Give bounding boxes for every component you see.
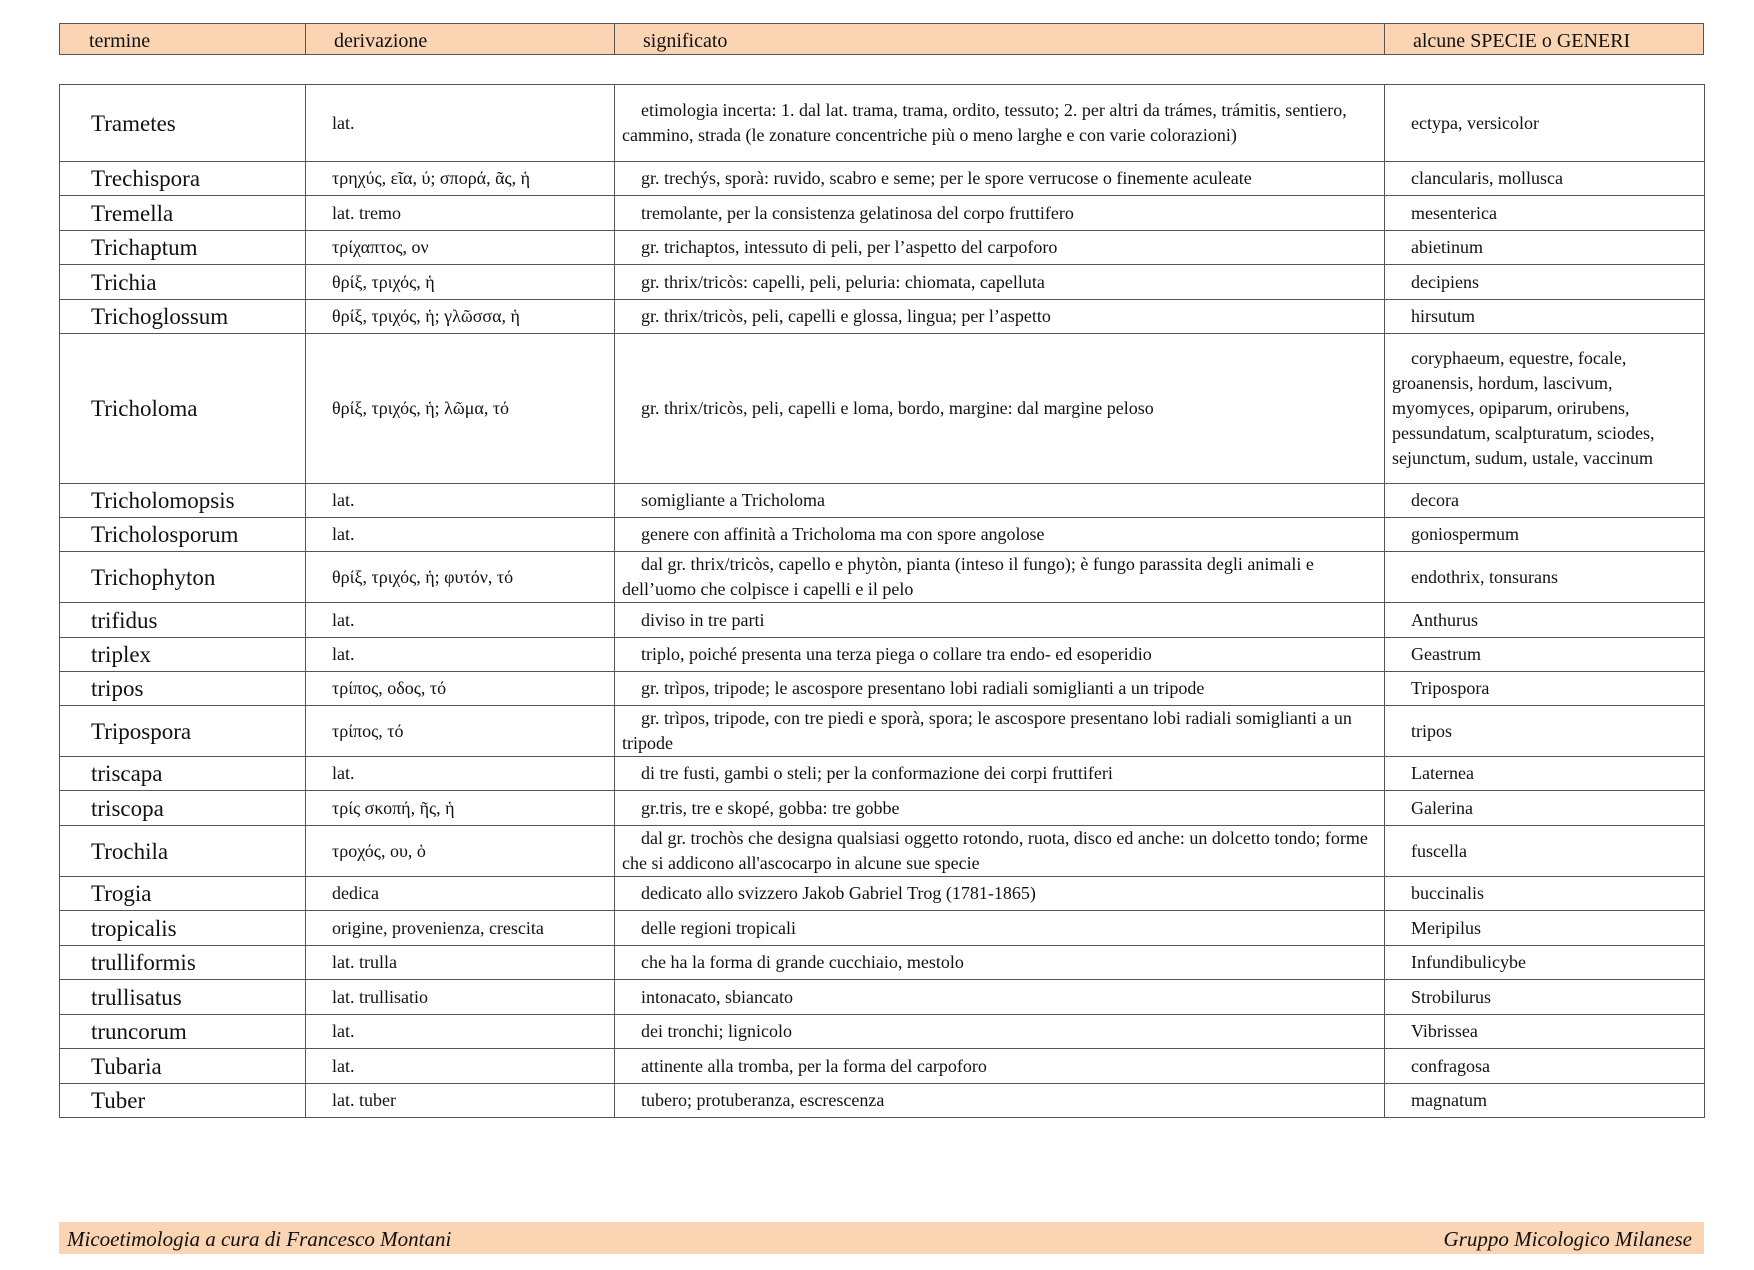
term-cell: Trametes: [60, 85, 306, 162]
derivation-cell: lat.: [306, 1015, 615, 1049]
table-row: [60, 1015, 1705, 1049]
species-cell: [1385, 826, 1705, 877]
meaning-cell: [615, 980, 1385, 1015]
species-cell: [1385, 757, 1705, 791]
term-cell: Tubaria: [60, 1049, 306, 1084]
meaning-cell-text: gr. trìpos, tripode, con tre piedi e sporà, spora; le ascospore presentano lobi radiali somiglianti a un tripode: [622, 708, 1352, 753]
term-cell: Trichoglossum: [60, 300, 306, 334]
meaning-cell: [615, 877, 1385, 911]
meaning-cell: [615, 1049, 1385, 1084]
derivation-cell: τροχός, ου, ὁ: [306, 826, 615, 877]
table-row: [60, 826, 1705, 877]
term-cell: truncorum: [60, 1015, 306, 1049]
meaning-cell-text: gr. thrix/tricòs, peli, capelli e glossa, lingua; per l’aspetto: [641, 306, 1051, 326]
meaning-cell-text: dedicato allo svizzero Jakob Gabriel Trog (1781-1865): [641, 883, 1036, 903]
table-row: [60, 946, 1705, 980]
meaning-cell-text: etimologia incerta: 1. dal lat. trama, trama, ordito, tessuto; 2. per altri da trámes, trámitis, sentiero, cammino, strada (le zonature concentriche più o meno larghe e con varie colorazioni): [622, 100, 1347, 145]
term-cell: Trichia: [60, 265, 306, 300]
term-cell: trifidus: [60, 603, 306, 638]
footer-author: Micoetimologia a cura di Francesco Montani: [67, 1227, 452, 1251]
meaning-cell: [615, 826, 1385, 877]
meaning-cell: [615, 603, 1385, 638]
meaning-cell-text: gr. trichaptos, intessuto di peli, per l’aspetto del carpoforo: [641, 237, 1058, 257]
meaning-cell-text: intonacato, sbiancato: [641, 986, 793, 1007]
table-row: [60, 85, 1705, 162]
meaning-cell-text: dei tronchi; lignicolo: [641, 1021, 792, 1041]
derivation-cell: lat. trulla: [306, 946, 615, 980]
species-cell: [1385, 603, 1705, 638]
meaning-cell-text: delle regioni tropicali: [641, 917, 796, 938]
species-cell: [1385, 980, 1705, 1015]
species-cell-text: abietinum: [1411, 237, 1483, 257]
species-cell: [1385, 552, 1705, 603]
species-cell: [1385, 231, 1705, 265]
species-cell: [1385, 334, 1705, 484]
species-cell-text: decipiens: [1411, 271, 1479, 292]
term-cell: tropicalis: [60, 911, 306, 946]
table-row: [60, 265, 1705, 300]
meaning-cell: [615, 911, 1385, 946]
term-cell: trullisatus: [60, 980, 306, 1015]
etymology-table: [59, 84, 1705, 1118]
term-cell: trulliformis: [60, 946, 306, 980]
derivation-cell: lat.: [306, 518, 615, 552]
species-cell: [1385, 1049, 1705, 1084]
table-row: [60, 911, 1705, 946]
table-row: [60, 484, 1705, 518]
meaning-cell-text: diviso in tre parti: [641, 609, 765, 630]
table-row: [60, 334, 1705, 484]
derivation-cell: dedica: [306, 877, 615, 911]
table-row: [60, 1049, 1705, 1084]
species-cell: [1385, 484, 1705, 518]
derivation-cell: τρίπος, οδος, τό: [306, 672, 615, 706]
derivation-cell: lat. tremo: [306, 196, 615, 231]
meaning-cell-text: tubero; protuberanza, escrescenza: [641, 1090, 885, 1110]
meaning-cell-text: che ha la forma di grande cucchiaio, mestolo: [641, 952, 964, 972]
table-row: [60, 603, 1705, 638]
term-cell: tripos: [60, 672, 306, 706]
meaning-cell: [615, 638, 1385, 672]
species-cell-text: hirsutum: [1411, 306, 1476, 326]
meaning-cell-text: genere con affinità a Tricholoma ma con spore angolose: [641, 524, 1045, 544]
footer-organization: Gruppo Micologico Milanese: [1443, 1227, 1692, 1251]
term-cell: Trogia: [60, 877, 306, 911]
term-cell: Tripospora: [60, 706, 306, 757]
species-cell-text: fuscella: [1411, 840, 1467, 861]
species-cell-text: Strobilurus: [1411, 986, 1492, 1007]
table-row: [60, 300, 1705, 334]
species-cell: [1385, 706, 1705, 757]
header-species: alcune SPECIE o GENERI: [1413, 30, 1631, 52]
table-row: [60, 231, 1705, 265]
derivation-cell: τρίς σκοπή, ῆς, ἡ: [306, 791, 615, 826]
table-row: [60, 162, 1705, 196]
meaning-cell: [615, 484, 1385, 518]
species-cell: [1385, 300, 1705, 334]
derivation-cell: τρίχαπτος, ον: [306, 231, 615, 265]
table-row: [60, 877, 1705, 911]
species-cell-text: buccinalis: [1411, 883, 1484, 903]
meaning-cell-text: triplo, poiché presenta una terza piega o collare tra endo- ed esoperidio: [641, 644, 1152, 664]
meaning-cell-text: gr.tris, tre e skopé, gobba: tre gobbe: [641, 797, 900, 818]
species-cell-text: Infundibulicybe: [1411, 952, 1526, 972]
meaning-cell: [615, 1084, 1385, 1118]
table-row: [60, 196, 1705, 231]
species-cell-text: goniospermum: [1411, 524, 1519, 544]
derivation-cell: lat.: [306, 757, 615, 791]
species-cell: [1385, 162, 1705, 196]
species-cell: [1385, 1015, 1705, 1049]
meaning-cell-text: di tre fusti, gambi o steli; per la conformazione dei corpi fruttiferi: [641, 763, 1113, 783]
species-cell-text: Tripospora: [1411, 678, 1490, 698]
derivation-cell: lat.: [306, 638, 615, 672]
derivation-cell: θρίξ, τριχός, ἡ; λῶμα, τό: [306, 334, 615, 484]
table-row: [60, 518, 1705, 552]
table-row: [60, 638, 1705, 672]
species-cell-text: Geastrum: [1411, 644, 1481, 664]
derivation-cell: lat.: [306, 85, 615, 162]
table-row: [60, 552, 1705, 603]
species-cell-text: Meripilus: [1411, 917, 1481, 938]
species-cell: [1385, 85, 1705, 162]
table-row: [60, 757, 1705, 791]
species-cell: [1385, 911, 1705, 946]
species-cell-text: ectypa, versicolor: [1411, 112, 1539, 133]
term-cell: Trechispora: [60, 162, 306, 196]
meaning-cell-text: somigliante a Tricholoma: [641, 490, 825, 510]
meaning-cell: [615, 757, 1385, 791]
species-cell-text: Galerina: [1411, 797, 1473, 818]
species-cell-text: coryphaeum, equestre, focale, groanensis, hordum, lascivum, myomyces, opiparum, orirubens, pessundatum, scalpturatum, sciodes, sejunctum, sudum, ustale, vaccinum: [1392, 348, 1655, 468]
meaning-cell: [615, 706, 1385, 757]
term-cell: Tricholosporum: [60, 518, 306, 552]
species-cell: [1385, 196, 1705, 231]
species-cell-text: endothrix, tonsurans: [1411, 566, 1558, 587]
term-cell: triplex: [60, 638, 306, 672]
species-cell: [1385, 946, 1705, 980]
meaning-cell-text: gr. trìpos, tripode; le ascospore presentano lobi radiali somiglianti a un tripode: [641, 678, 1205, 698]
derivation-cell: θρίξ, τριχός, ἡ; φυτόν, τό: [306, 552, 615, 603]
table-row: [60, 706, 1705, 757]
species-cell: [1385, 638, 1705, 672]
meaning-cell-text: attinente alla tromba, per la forma del carpoforo: [641, 1055, 987, 1076]
meaning-cell: [615, 162, 1385, 196]
term-cell: Trochila: [60, 826, 306, 877]
header-derivation: derivazione: [306, 24, 615, 54]
term-cell: Tremella: [60, 196, 306, 231]
term-cell: Tricholoma: [60, 334, 306, 484]
meaning-cell-text: gr. thrix/tricòs: capelli, peli, peluria: chiomata, capelluta: [641, 271, 1045, 292]
term-cell: triscopa: [60, 791, 306, 826]
derivation-cell: lat.: [306, 484, 615, 518]
meaning-cell: [615, 518, 1385, 552]
derivation-cell: lat. trullisatio: [306, 980, 615, 1015]
meaning-cell: [615, 334, 1385, 484]
species-cell-text: tripos: [1411, 720, 1453, 741]
species-cell: [1385, 265, 1705, 300]
derivation-cell: τρηχύς, εῖα, ύ; σπορά, ᾶς, ἡ: [306, 162, 615, 196]
term-cell: Trichaptum: [60, 231, 306, 265]
species-cell: [1385, 672, 1705, 706]
meaning-cell: [615, 300, 1385, 334]
meaning-cell: [615, 265, 1385, 300]
meaning-cell-text: gr. thrix/tricòs, peli, capelli e loma, bordo, margine: dal margine peloso: [641, 398, 1154, 418]
species-cell-text: clancularis, mollusca: [1411, 168, 1563, 188]
species-cell: [1385, 877, 1705, 911]
species-cell-text: Anthurus: [1411, 609, 1478, 630]
term-cell: triscapa: [60, 757, 306, 791]
species-cell-text: mesenterica: [1411, 202, 1497, 223]
meaning-cell: [615, 231, 1385, 265]
meaning-cell-text: tremolante, per la consistenza gelatinosa del corpo fruttifero: [641, 202, 1074, 223]
term-cell: Tricholomopsis: [60, 484, 306, 518]
derivation-cell: lat.: [306, 1049, 615, 1084]
column-header-bar: [59, 23, 1704, 55]
meaning-cell: [615, 1015, 1385, 1049]
species-cell: [1385, 791, 1705, 826]
species-cell: [1385, 1084, 1705, 1118]
header-term: termine: [60, 24, 306, 54]
table-row: [60, 980, 1705, 1015]
meaning-cell-text: dal gr. thrix/tricòs, capello e phytòn, pianta (inteso il fungo); è fungo parassita degli animali e dell’uomo che colpisce i capelli e il pelo: [622, 554, 1314, 599]
table-row: [60, 791, 1705, 826]
meaning-cell: [615, 791, 1385, 826]
footer-bar: [59, 1222, 1704, 1254]
species-cell-text: confragosa: [1411, 1055, 1490, 1076]
species-cell-text: magnatum: [1411, 1090, 1487, 1110]
derivation-cell: θρίξ, τριχός, ἡ: [306, 265, 615, 300]
meaning-cell: [615, 946, 1385, 980]
term-cell: Tuber: [60, 1084, 306, 1118]
term-cell: Trichophyton: [60, 552, 306, 603]
derivation-cell: τρίπος, τό: [306, 706, 615, 757]
species-cell-text: decora: [1411, 490, 1459, 510]
derivation-cell: origine, provenienza, crescita: [306, 911, 615, 946]
meaning-cell-text: gr. trechýs, sporà: ruvido, scabro e seme; per le spore verrucose o finemente aculeate: [641, 168, 1252, 188]
header-meaning: significato: [615, 24, 1385, 54]
meaning-cell-text: dal gr. trochòs che designa qualsiasi oggetto rotondo, ruota, disco ed anche: un dolcetto tondo; forme che si addicono all'ascocarpo in alcune sue specie: [622, 828, 1368, 873]
derivation-cell: lat. tuber: [306, 1084, 615, 1118]
meaning-cell: [615, 672, 1385, 706]
derivation-cell: θρίξ, τριχός, ἡ; γλῶσσα, ἡ: [306, 300, 615, 334]
meaning-cell: [615, 196, 1385, 231]
species-cell-text: Vibrissea: [1411, 1021, 1478, 1041]
meaning-cell: [615, 85, 1385, 162]
species-cell: [1385, 518, 1705, 552]
table-row: [60, 1084, 1705, 1118]
species-cell-text: Laternea: [1411, 763, 1474, 783]
derivation-cell: lat.: [306, 603, 615, 638]
table-row: [60, 672, 1705, 706]
meaning-cell: [615, 552, 1385, 603]
